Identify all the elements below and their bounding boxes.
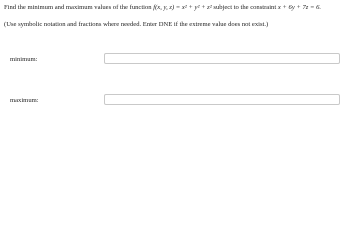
function-expression: f(x, y, z) = x² + y² + z² bbox=[153, 4, 212, 11]
maximum-row bbox=[0, 94, 350, 106]
minimum-input[interactable] bbox=[104, 53, 340, 64]
question-text bbox=[4, 3, 348, 12]
maximum-label: maximum: bbox=[10, 97, 39, 104]
question-middle: subject to the constraint bbox=[211, 4, 278, 11]
minimum-row bbox=[0, 53, 350, 65]
minimum-label: minimum: bbox=[10, 56, 38, 63]
answer-instructions: (Use symbolic notation and fractions where needed. Enter DNE if the extreme value does not exist.) bbox=[4, 21, 269, 28]
constraint-expression: x + 6y + 7z = 6. bbox=[277, 4, 322, 11]
question-intro: Find the minimum and maximum values of the function bbox=[4, 4, 154, 11]
maximum-input[interactable] bbox=[104, 94, 340, 105]
